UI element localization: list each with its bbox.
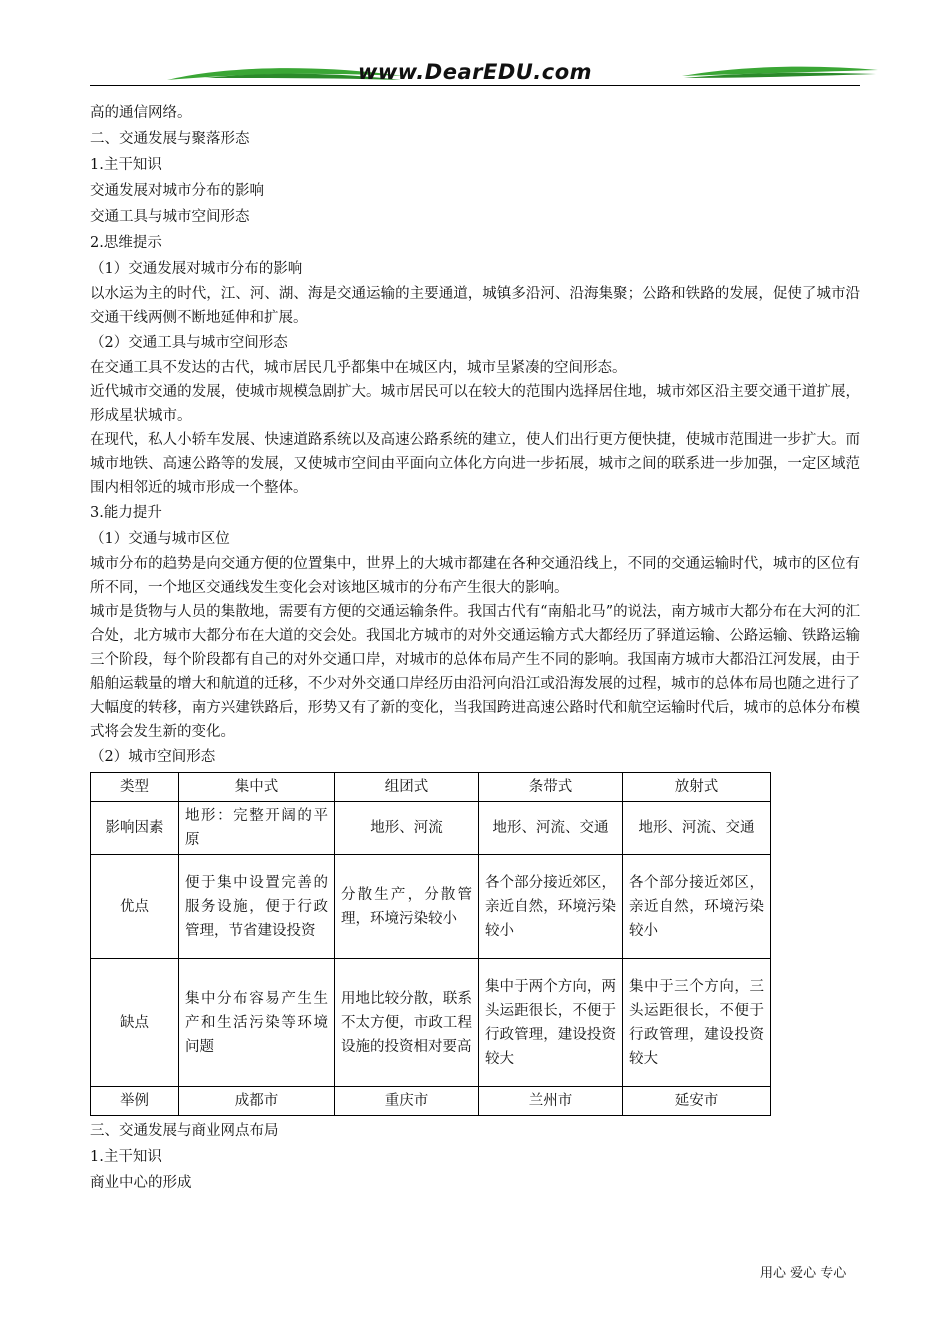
section-heading: 三、交通发展与商业网点布局: [90, 1123, 279, 1139]
text-line: 高的通信网络。: [90, 105, 192, 121]
document-body: [90, 100, 860, 1196]
subsection-heading: 3.能力提升: [90, 505, 162, 521]
site-logo[interactable]: www.DearEDU.com: [357, 60, 593, 84]
table-cell: 延安市: [623, 1087, 771, 1116]
subsection-heading: 1.主干知识: [90, 1149, 162, 1165]
text-line: 交通发展对城市分布的影响: [90, 183, 264, 199]
page-header: [90, 58, 860, 90]
table-cell: 便于集中设置完善的服务设施，便于行政管理，节省建设投资: [179, 855, 335, 959]
table-cell: 集中于两个方向，两头运距很长，不便于行政管理，建设投资较大: [479, 959, 623, 1087]
table-header-cell: 条带式: [479, 773, 623, 802]
table-row: [91, 959, 771, 1087]
paragraph: 城市分布的趋势是向交通方便的位置集中，世界上的大城市都建在各种交通沿线上，不同的交通运输时代，城市的区位有所不同，一个地区交通线发生变化会对该地区城市的分布产生很大的影响。: [90, 556, 860, 596]
table-row: [91, 802, 771, 855]
table-cell: 成都市: [179, 1087, 335, 1116]
table-cell: 集中分布容易产生生产和生活污染等环境问题: [179, 959, 335, 1087]
table-cell: 兰州市: [479, 1087, 623, 1116]
table-header-cell: 放射式: [623, 773, 771, 802]
table-cell: 地形：完整开阔的平原: [179, 802, 335, 855]
table-cell: 集中于三个方向，三头运距很长，不便于行政管理，建设投资较大: [623, 959, 771, 1087]
table-cell: 各个部分接近郊区，亲近自然，环境污染较小: [623, 855, 771, 959]
table-row: [91, 855, 771, 959]
table-cell: 地形、河流: [335, 802, 479, 855]
table-header-cell: 组团式: [335, 773, 479, 802]
paragraph: 以水运为主的时代，江、河、湖、海是交通运输的主要通道，城镇多沿河、沿海集聚；公路和铁路的发展，促使了城市沿交通干线两侧不断地延伸和扩展。: [90, 286, 860, 326]
text-line: 商业中心的形成: [90, 1175, 192, 1191]
table-row-label: 优点: [91, 855, 179, 959]
paragraph: 近代城市交通的发展，使城市规模急剧扩大。城市居民可以在较大的范围内选择居住地，城市郊区沿主要交通干道扩展，形成星状城市。: [90, 384, 860, 424]
table-cell: 用地比较分散，联系不太方便，市政工程设施的投资相对要高: [335, 959, 479, 1087]
paragraph: 在现代，私人小轿车发展、快速道路系统以及高速公路系统的建立，使人们出行更方便快捷，使城市范围进一步扩大。而城市地铁、高速公路等的发展，又使城市空间由平面向立体化方向进一步拓展，城市之间的联系进一步加强，一定区域范围内相邻近的城市形成一个整体。: [90, 432, 860, 496]
text-line: 交通工具与城市空间形态: [90, 209, 250, 225]
table-header-row: [91, 773, 771, 802]
sub-heading: （1）交通与城市区位: [90, 531, 230, 547]
subsection-heading: 2.思维提示: [90, 235, 162, 251]
page-footer: 用心 爱心 专心: [760, 1266, 847, 1281]
header-rule: [90, 85, 860, 86]
table-cell: 地形、河流、交通: [623, 802, 771, 855]
sub-heading: （2）交通工具与城市空间形态: [90, 335, 288, 351]
table-row-label: 影响因素: [91, 802, 179, 855]
paragraph: 城市是货物与人员的集散地，需要有方便的交通运输条件。我国古代有“南船北马”的说法，南方城市大都分布在大河的汇合处，北方城市大都分布在大道的交会处。我国北方城市的对外交通运输方式大都经历了驿道运输、公路运输、铁路运输三个阶段，每个阶段都有自己的对外交通口岸，对城市的总体布局产生不同的影响。我国南方城市大都沿江河发展，由于船舶运载量的增大和航道的迁移，不少对外交通口岸经历由沿河向沿江或沿海发展的过程，城市的总体布局也随之进行了大幅度的转移，南方兴建铁路后，形势又有了新的变化，当我国跨进高速公路时代和航空运输时代后，城市的总体分布模式将会发生新的变化。: [90, 604, 860, 740]
table-cell: 分散生产，分散管理，环境污染较小: [335, 855, 479, 959]
city-form-table: [90, 772, 771, 1116]
sub-heading: （1）交通发展对城市分布的影响: [90, 261, 303, 277]
table-header-cell: 类型: [91, 773, 179, 802]
section-heading: 二、交通发展与聚落形态: [90, 131, 250, 147]
table-row-label: 举例: [91, 1087, 179, 1116]
table-row-label: 缺点: [91, 959, 179, 1087]
table-row: [91, 1087, 771, 1116]
subsection-heading: 1.主干知识: [90, 157, 162, 173]
table-cell: 地形、河流、交通: [479, 802, 623, 855]
table-cell: 重庆市: [335, 1087, 479, 1116]
sub-heading: （2）城市空间形态: [90, 749, 216, 765]
paragraph: 在交通工具不发达的古代，城市居民几乎都集中在城区内，城市呈紧凑的空间形态。: [90, 360, 627, 376]
table-header-cell: 集中式: [179, 773, 335, 802]
table-cell: 各个部分接近郊区，亲近自然，环境污染较小: [479, 855, 623, 959]
